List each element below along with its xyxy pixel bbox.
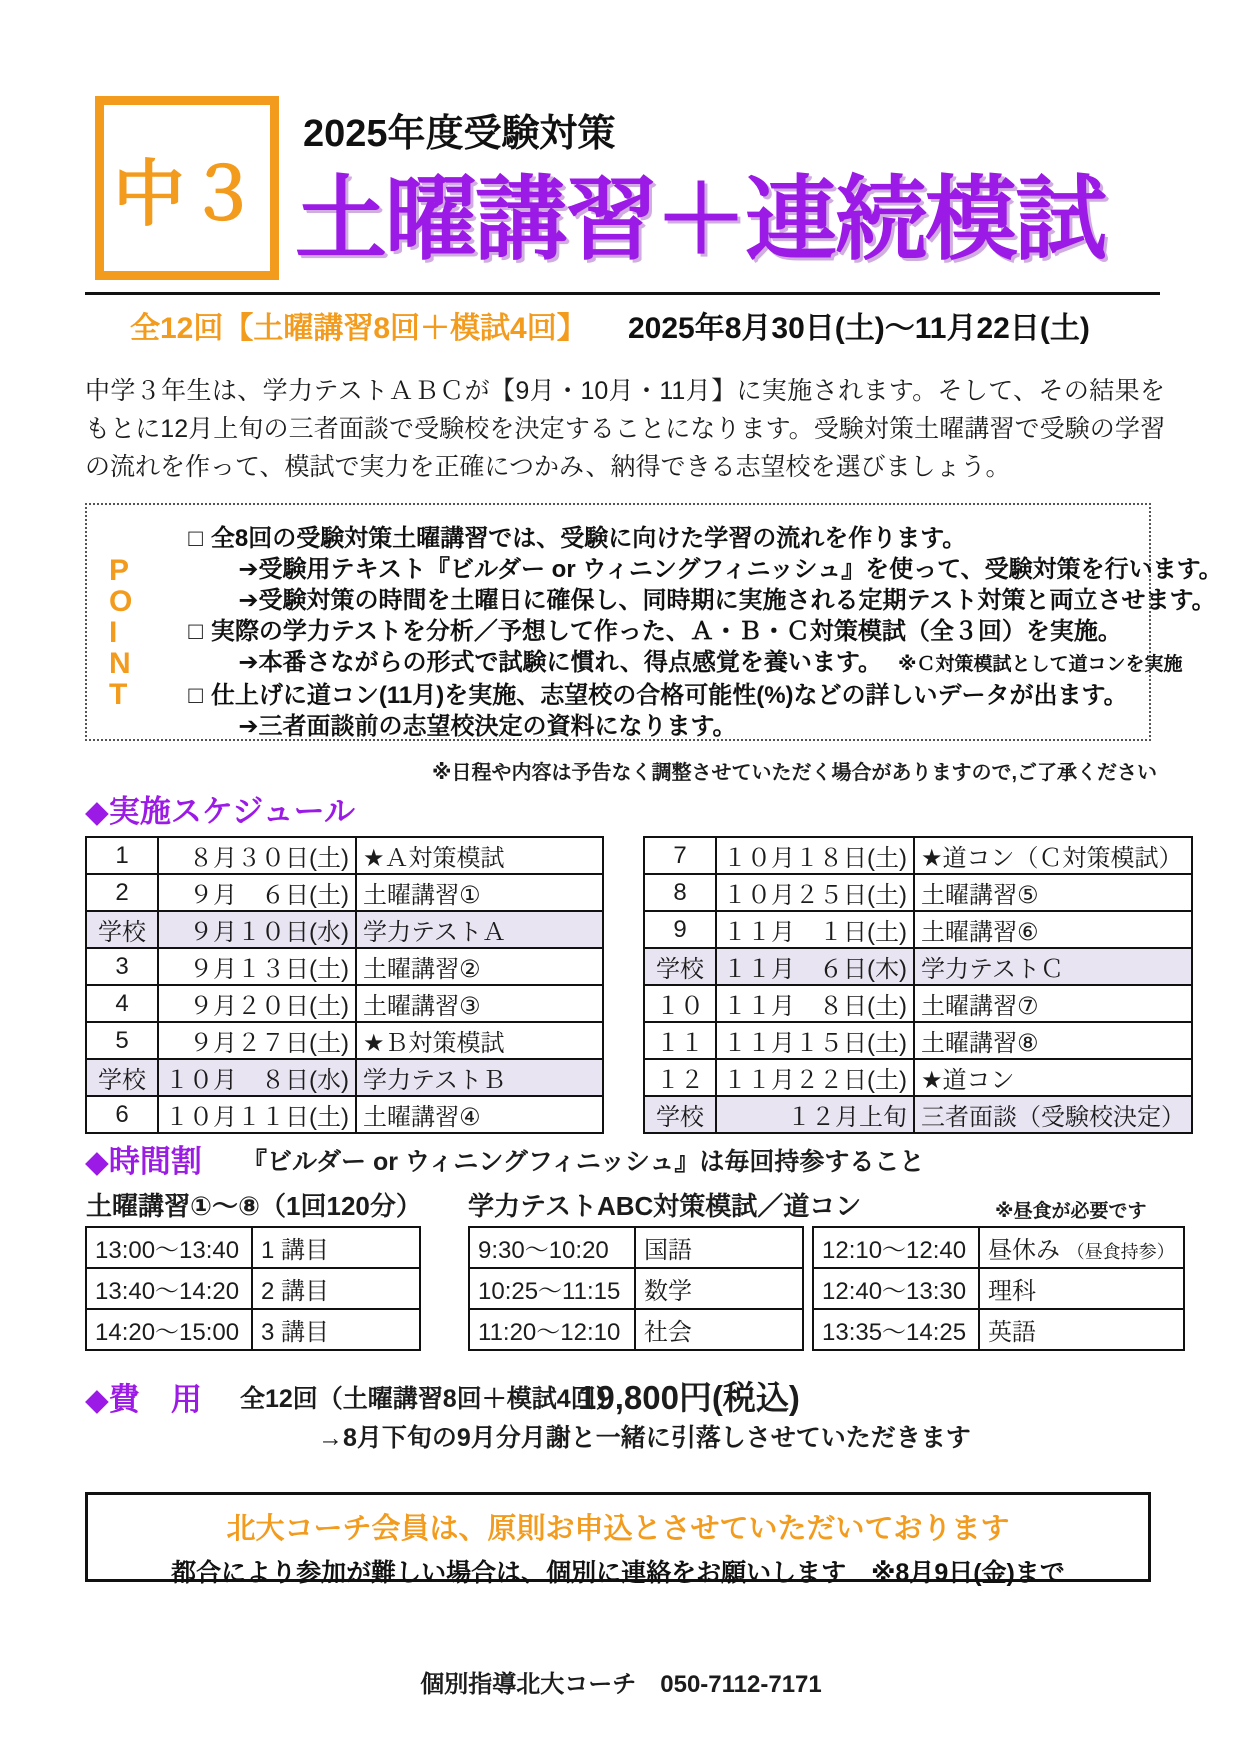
- cell-session-no: 学校: [86, 1059, 158, 1096]
- checkbox-icon: □: [188, 525, 203, 552]
- year-label: 2025年度受験対策: [303, 113, 616, 155]
- cell-session-no: 9: [644, 911, 716, 948]
- cell-time: 13:00～13:40: [86, 1227, 252, 1268]
- schedule-row: [86, 1022, 603, 1059]
- table-row: [86, 1268, 420, 1309]
- cell-content: 学力テストＣ: [914, 948, 1192, 985]
- bring-textbook-note: 『ビルダー or ウィニングフィニッシュ』は毎回持参すること: [242, 1148, 925, 1176]
- school-contact: 個別指導北大コーチ 050-7112-7171: [420, 1671, 822, 1698]
- point-item-text: 全8回の受験対策土曜講習では、受験に向けた学習の流れを作ります。: [210, 525, 967, 552]
- arrow-right-icon: ➔: [238, 649, 259, 676]
- schedule-row: [644, 874, 1192, 911]
- schedule-row: [644, 911, 1192, 948]
- table-row: [469, 1268, 803, 1309]
- cell-date: １０月２５日(土): [716, 874, 914, 911]
- schedule-row-school: [644, 1096, 1192, 1133]
- cell-session-no: 3: [86, 948, 158, 985]
- cell-label: 理科: [979, 1268, 1184, 1309]
- schedule-row: [86, 874, 603, 911]
- arrow-right-icon: ➔: [238, 556, 259, 583]
- table-row: [813, 1227, 1184, 1268]
- cell-date: ９月２７日(土): [158, 1022, 356, 1059]
- point-item-text: 三者面談前の志望校決定の資料になります。: [258, 713, 737, 740]
- point-letter: T: [109, 678, 128, 711]
- cell-label: 国語: [635, 1227, 803, 1268]
- lunch-required-note: ※昼食が必要です: [995, 1201, 1147, 1222]
- point-vertical-label: [87, 505, 132, 739]
- point-box: [85, 503, 1223, 741]
- schedule-row: [86, 985, 603, 1022]
- cell-date: １１月２２日(土): [716, 1059, 914, 1096]
- cell-label: 社会: [635, 1309, 803, 1350]
- cell-date: ９月 ６日(土): [158, 874, 356, 911]
- schedule-row: [644, 985, 1192, 1022]
- cell-date: １０月１８日(土): [716, 837, 914, 874]
- point-letter: I: [109, 616, 118, 649]
- cell-date: １０月１１日(土): [158, 1096, 356, 1133]
- cell-date: ８月３０日(土): [158, 837, 356, 874]
- cell-label: 1 講目: [252, 1227, 420, 1268]
- saturday-course-title: 土曜講習①～⑧（1回120分）: [86, 1191, 422, 1221]
- cell-content: 土曜講習③: [356, 985, 603, 1022]
- cell-session-no: 5: [86, 1022, 158, 1059]
- cell-date: １２月上旬: [716, 1096, 914, 1133]
- cell-label: 2 講目: [252, 1268, 420, 1309]
- cell-session-no: 1: [86, 837, 158, 874]
- timetable-heading: ◆時間割: [85, 1144, 202, 1179]
- cell-date: ９月１０日(水): [158, 911, 356, 948]
- cell-session-no: 2: [86, 874, 158, 911]
- table-row: [86, 1227, 420, 1268]
- point-item: [132, 616, 1222, 647]
- grade-badge-label: 中３: [112, 155, 261, 235]
- schedule-row: [86, 948, 603, 985]
- cell-session-no: 学校: [644, 948, 716, 985]
- schedule-table-right: [643, 836, 1193, 1134]
- cell-session-no: １１: [644, 1022, 716, 1059]
- cell-content: ★道コン: [914, 1059, 1192, 1096]
- schedule-row: [86, 1096, 603, 1133]
- member-notice-detail: 都合により参加が難しい場合は、個別に連絡をお願いします ※8月9日(金)まで: [171, 1559, 1065, 1587]
- member-notice-title: 北大コーチ会員は、原則お申込とさせていただいております: [226, 1513, 1010, 1545]
- point-item-note: ※Ｃ対策模試として道コンを実施: [897, 654, 1183, 675]
- fee-detail: 全12回（土曜講習8回＋模試4回）: [240, 1385, 621, 1413]
- point-item-list: [132, 505, 1222, 739]
- point-item: [132, 680, 1222, 711]
- cell-session-no: 6: [86, 1096, 158, 1133]
- session-count-label: 全12回【土曜講習8回＋模試4回】: [130, 312, 587, 345]
- point-item-text: 受験対策の時間を土曜日に確保し、同時期に実施される定期テスト対策と両立させます。: [258, 587, 1216, 614]
- cell-content: 学力テストＢ: [356, 1059, 603, 1096]
- cell-content: 土曜講習⑦: [914, 985, 1192, 1022]
- mock-exam-timetable-am: [468, 1226, 804, 1351]
- grade-badge: [95, 96, 279, 280]
- cell-session-no: １０: [644, 985, 716, 1022]
- table-row: [469, 1227, 803, 1268]
- cell-content: 土曜講習②: [356, 948, 603, 985]
- cell-content: 三者面談（受験校決定）: [914, 1096, 1192, 1133]
- member-notice-box: [85, 1492, 1151, 1587]
- mock-exam-timetable-pm: [812, 1226, 1185, 1351]
- schedule-row-school: [86, 1059, 603, 1096]
- cell-time: 10:25～11:15: [469, 1268, 635, 1309]
- cell-session-no: 学校: [644, 1096, 716, 1133]
- arrow-right-icon: ➔: [238, 713, 259, 740]
- schedule-row-school: [86, 911, 603, 948]
- cell-content: 土曜講習①: [356, 874, 603, 911]
- date-range-label: 2025年8月30日(土)～11月22日(土): [628, 312, 1090, 345]
- cell-date: １１月 ６日(木): [716, 948, 914, 985]
- point-item: [132, 554, 1222, 585]
- lunch-break-label: 昼休み: [988, 1237, 1060, 1264]
- cell-date: １１月 １日(土): [716, 911, 914, 948]
- saturday-timetable: [85, 1226, 421, 1351]
- header-divider: [85, 292, 1160, 295]
- cell-content: ★Ｂ対策模試: [356, 1022, 603, 1059]
- cell-session-no: 4: [86, 985, 158, 1022]
- adjustment-note: ※日程や内容は予告なく調整させていただく場合がありますので,ご了承ください: [432, 762, 1157, 784]
- cell-session-no: 学校: [86, 911, 158, 948]
- schedule-row: [644, 1059, 1192, 1096]
- point-item: [132, 523, 1222, 554]
- cell-content: 学力テストＡ: [356, 911, 603, 948]
- cell-date: １１月 ８日(土): [716, 985, 914, 1022]
- page-title: 土曜講習＋連続模試: [295, 169, 1106, 271]
- schedule-row: [86, 837, 603, 874]
- cell-date: ９月２０日(土): [158, 985, 356, 1022]
- cell-date: １０月 ８日(水): [158, 1059, 356, 1096]
- schedule-row-school: [644, 948, 1192, 985]
- checkbox-icon: □: [188, 618, 203, 645]
- point-item-text: 受験用テキスト『ビルダー or ウィニングフィニッシュ』を使って、受験対策を行います。: [258, 556, 1223, 583]
- lunch-bring-note: （昼食持参）: [1066, 1242, 1175, 1262]
- cell-time: 13:35～14:25: [813, 1309, 979, 1350]
- table-row: [86, 1309, 420, 1350]
- cell-content: 土曜講習⑧: [914, 1022, 1192, 1059]
- point-item-text: 仕上げに道コン(11月)を実施、志望校の合格可能性(%)などの詳しいデータが出ます。: [210, 682, 1128, 709]
- fee-payment-note: →8月下旬の9月分月謝と一緒に引落しさせていただきます: [318, 1424, 971, 1452]
- schedule-table-left: [85, 836, 604, 1134]
- cell-time: 11:20～12:10: [469, 1309, 635, 1350]
- cell-content: 土曜講習⑤: [914, 874, 1192, 911]
- cell-label: [979, 1227, 1184, 1268]
- cell-time: 13:40～14:20: [86, 1268, 252, 1309]
- fee-heading: ◆費 用: [85, 1382, 202, 1417]
- table-row: [469, 1309, 803, 1350]
- cell-session-no: 8: [644, 874, 716, 911]
- cell-session-no: 7: [644, 837, 716, 874]
- cell-content: 土曜講習④: [356, 1096, 603, 1133]
- arrow-right-icon: ➔: [238, 587, 259, 614]
- point-letter: N: [109, 647, 131, 680]
- cell-session-no: １２: [644, 1059, 716, 1096]
- point-letter: P: [109, 554, 130, 587]
- cell-label: 3 講目: [252, 1309, 420, 1350]
- schedule-heading: ◆実施スケジュール: [85, 794, 355, 829]
- cell-content: 土曜講習⑥: [914, 911, 1192, 948]
- cell-content: ★道コン（Ｃ対策模試）: [914, 837, 1192, 874]
- cell-date: １１月１５日(土): [716, 1022, 914, 1059]
- schedule-row: [644, 1022, 1192, 1059]
- fee-price: 19,800円(税込): [578, 1379, 800, 1416]
- cell-label: 英語: [979, 1309, 1184, 1350]
- point-item: [132, 585, 1222, 616]
- checkbox-icon: □: [188, 682, 203, 709]
- intro-paragraph: 中学３年生は、学力テストＡＢＣが【9月・10月・11月】に実施されます。そして、その結果をもとに12月上旬の三者面談で受験校を決定することになります。受験対策土曜講習で受験の学習の流れを作って、模試で実力を正確につかみ、納得できる志望校を選びましょう。: [85, 377, 1165, 481]
- point-item: [132, 711, 1222, 742]
- mock-exam-title: 学力テストABC対策模試／道コン: [468, 1191, 862, 1221]
- cell-content: ★Ａ対策模試: [356, 837, 603, 874]
- schedule-row: [644, 837, 1192, 874]
- table-row: [813, 1309, 1184, 1350]
- table-row: [813, 1268, 1184, 1309]
- point-item-text: 実際の学力テストを分析／予想して作った、Ａ・Ｂ・Ｃ対策模試（全３回）を実施。: [210, 618, 1122, 645]
- point-letter: O: [109, 585, 133, 618]
- cell-time: 14:20～15:00: [86, 1309, 252, 1350]
- cell-label: 数学: [635, 1268, 803, 1309]
- cell-time: 12:10～12:40: [813, 1227, 979, 1268]
- cell-date: ９月１３日(土): [158, 948, 356, 985]
- point-item: [132, 647, 1222, 680]
- cell-time: 12:40～13:30: [813, 1268, 979, 1309]
- cell-time: 9:30～10:20: [469, 1227, 635, 1268]
- point-item-text: 本番さながらの形式で試験に慣れ、得点感覚を養います。: [258, 649, 882, 676]
